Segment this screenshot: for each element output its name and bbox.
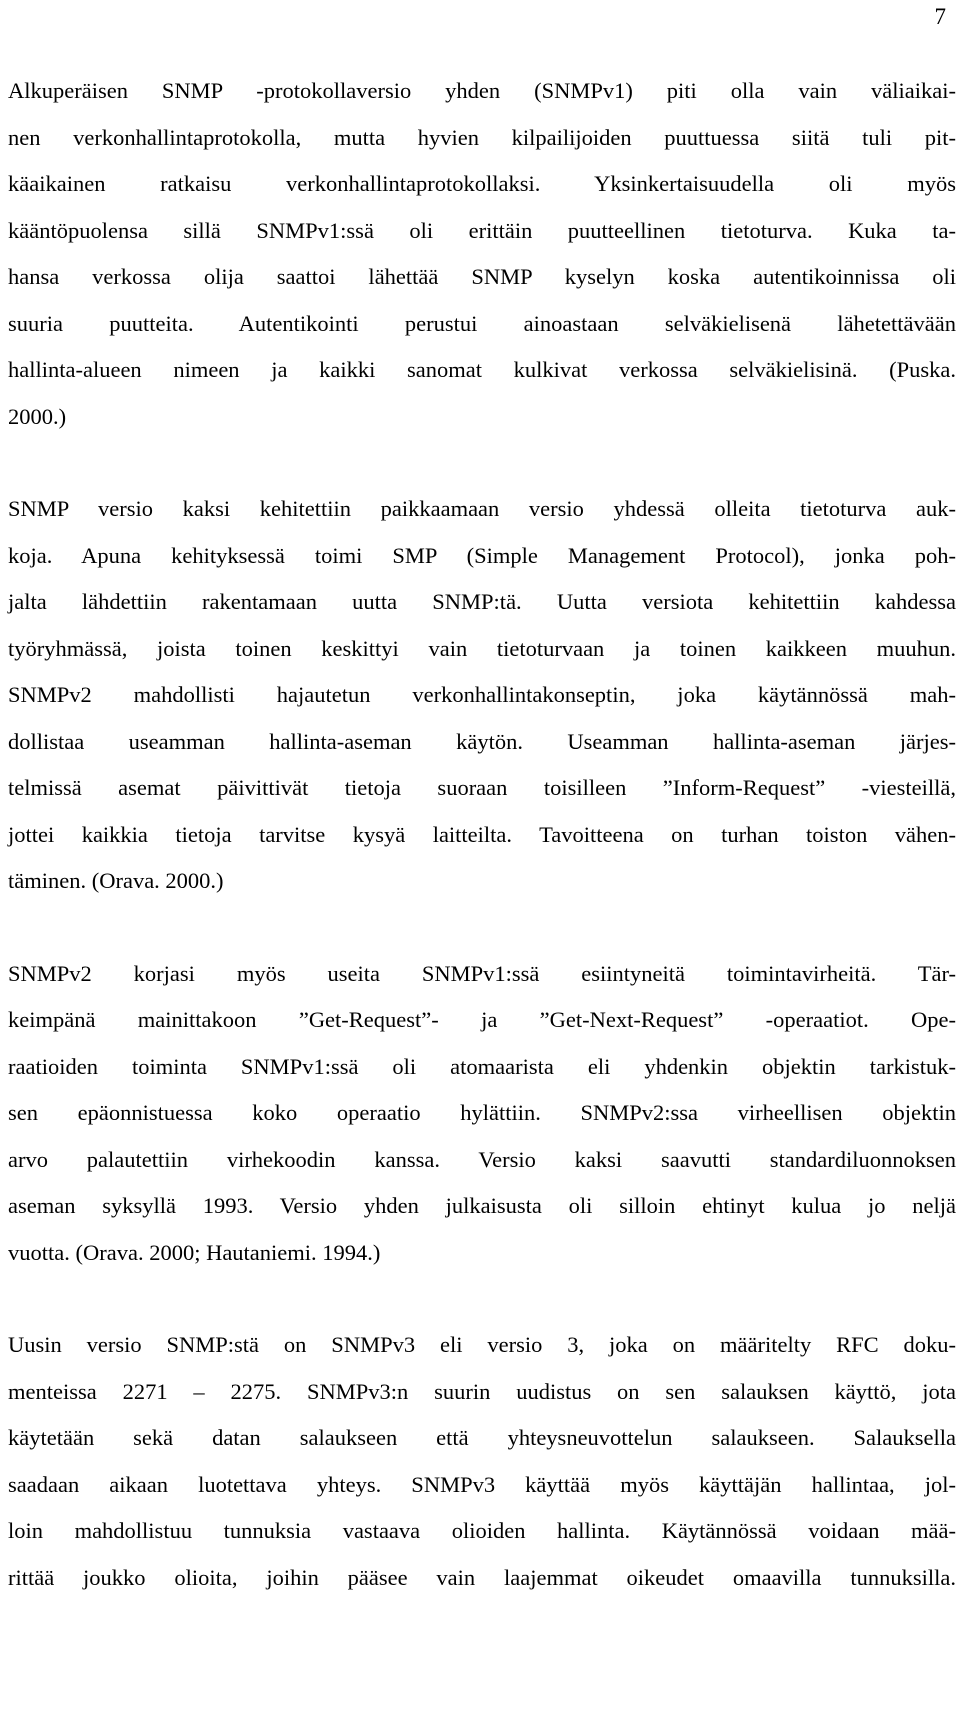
text-line: hansa verkossa olija saattoi lähettää SNMP kyselyn koska autentikoinnissa oli — [8, 264, 956, 289]
text-line: 2000.) — [8, 403, 67, 429]
paragraph-snmpv2-development — [8, 486, 956, 905]
text-line: aseman syksyllä 1993. Versio yhden julkaisusta oli silloin ehtinyt kulua jo neljä — [8, 1193, 956, 1218]
text-line: raatioiden toiminta SNMPv1:ssä oli atomaarista eli yhdenkin objektin tarkistuk- — [8, 1053, 956, 1079]
text-line: nen verkonhallintaprotokolla, mutta hyvien kilpailijoiden puuttuessa siitä tuli pit- — [8, 124, 956, 150]
text-line: vuotta. (Orava. 2000; Hautaniemi. 1994.) — [8, 1239, 381, 1265]
text-line: loin mahdollistuu tunnuksia vastaava olioiden hallinta. Käytännössä voidaan mää- — [8, 1518, 956, 1543]
text-line: SNMPv2 korjasi myös useita SNMPv1:ssä esiintyneitä toimintavirheitä. Tär- — [8, 960, 956, 986]
text-line: keimpänä mainittakoon ”Get-Request”- ja ”Get-Next-Request” -operaatiot. Ope- — [8, 1007, 956, 1032]
text-line: rittää joukko olioita, joihin pääsee vain laajemmat oikeudet omaavilla tunnuksilla. — [8, 1564, 956, 1590]
paragraph-snmpv3 — [8, 1322, 956, 1601]
text-line: SNMP versio kaksi kehitettiin paikkaamaan versio yhdessä olleita tietoturva auk- — [8, 496, 956, 521]
text-line: työryhmässä, joista toinen keskittyi vain tietoturvaan ja toinen kaikkeen muuhun. — [8, 635, 956, 661]
text-line: arvo palautettiin virhekoodin kanssa. Versio kaksi saavutti standardiluonnoksen — [8, 1146, 956, 1172]
text-line: jalta lähdettiin rakentamaan uutta SNMP:tä. Uutta versiota kehitettiin kahdessa — [8, 589, 956, 614]
paragraph-snmpv2-fixes — [8, 951, 956, 1277]
text-line: menteissa 2271 – 2275. SNMPv3:n suurin uudistus on sen salauksen käyttö, jota — [8, 1378, 956, 1404]
text-line: kääntöpuolensa sillä SNMPv1:ssä oli erittäin puutteellinen tietoturva. Kuka ta- — [8, 217, 956, 243]
text-line: Alkuperäisen SNMP -protokollaversio yhden (SNMPv1) piti olla vain väliaikai- — [8, 78, 956, 103]
text-line: sen epäonnistuessa koko operaatio hylättiin. SNMPv2:ssa virheellisen objektin — [8, 1100, 956, 1125]
text-line: Uusin versio SNMP:stä on SNMPv3 eli versio 3, joka on määritelty RFC doku- — [8, 1332, 956, 1357]
text-line: suuria puutteita. Autentikointi perustui ainoastaan selväkielisenä lähetettävään — [8, 310, 956, 336]
text-line: täminen. (Orava. 2000.) — [8, 868, 224, 893]
document-body — [8, 68, 956, 1601]
text-line: SNMPv2 mahdollisti hajautetun verkonhallintakonseptin, joka käytännössä mah- — [8, 682, 956, 707]
text-line: koja. Apuna kehityksessä toimi SMP (Simple Management Protocol), jonka poh- — [8, 542, 956, 568]
text-line: saadaan aikaan luotettava yhteys. SNMPv3 käyttää myös käyttäjän hallintaa, jol- — [8, 1471, 956, 1497]
page-number: 7 — [934, 4, 946, 29]
text-line: käytetään sekä datan salaukseen että yhteysneuvottelun salaukseen. Salauksella — [8, 1425, 956, 1450]
text-line: jottei kaikkia tietoja tarvitse kysyä laitteilta. Tavoitteena on turhan toiston vähen- — [8, 821, 956, 847]
text-line: hallinta-alueen nimeen ja kaikki sanomat kulkivat verkossa selväkielisinä. (Puska. — [8, 357, 956, 382]
text-line: käaikainen ratkaisu verkonhallintaprotokollaksi. Yksinkertaisuudella oli myös — [8, 171, 956, 196]
paragraph-snmpv1 — [8, 68, 956, 440]
text-line: telmissä asemat päivittivät tietoja suoraan toisilleen ”Inform-Request” -viesteillä, — [8, 775, 956, 800]
text-line: dollistaa useamman hallinta-aseman käytön. Useamman hallinta-aseman järjes- — [8, 728, 956, 754]
